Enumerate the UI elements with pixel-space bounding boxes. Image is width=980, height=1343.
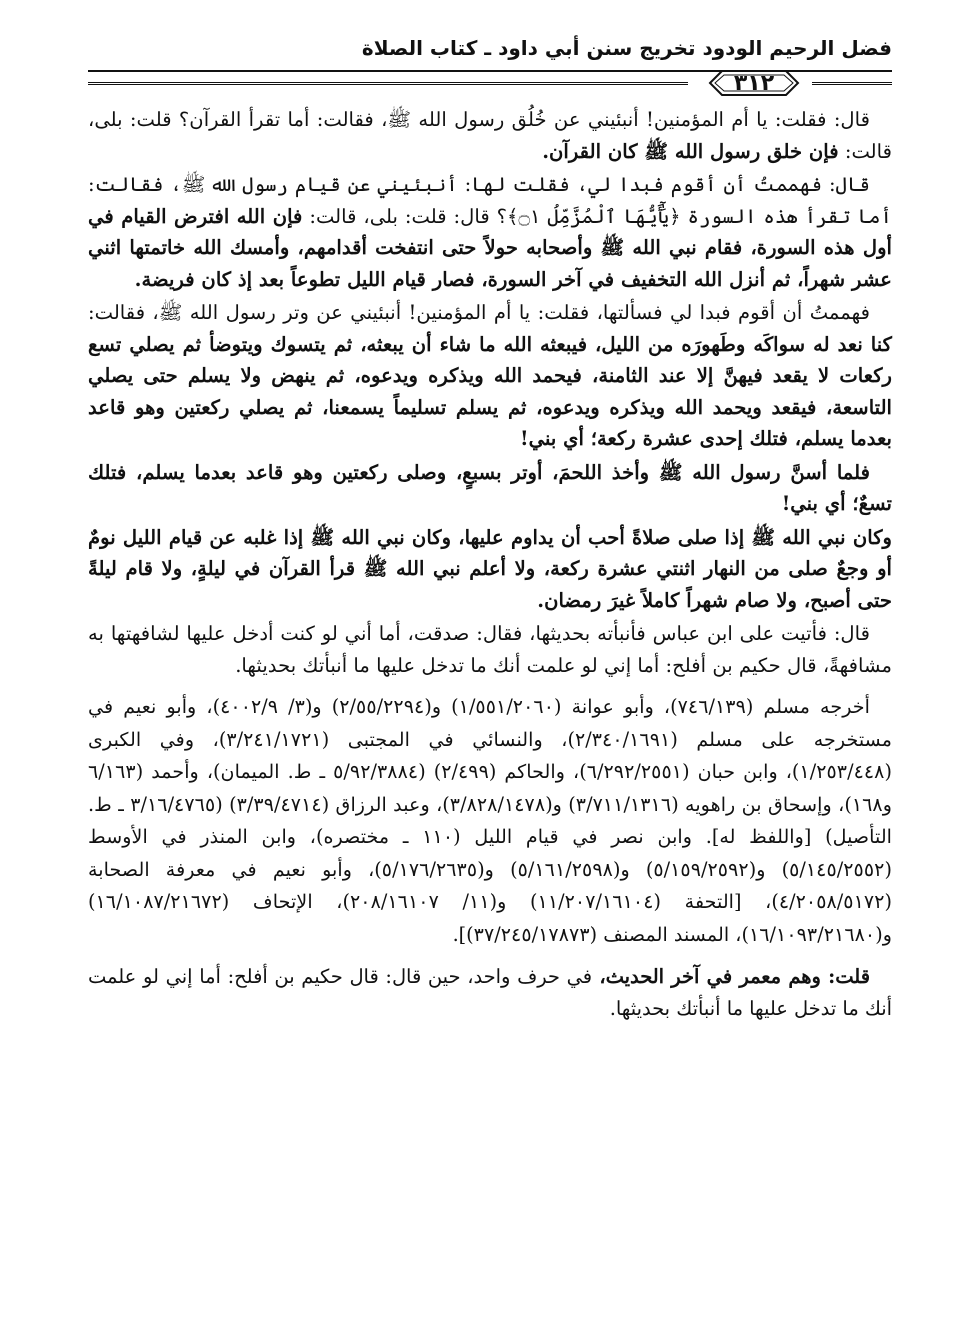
hadith-text: كنا نعد له سواكَه وطَهورَه من الليل، فيبعثه الله ما شاء أن يبعثه، ثم يتسوك ويتوضأ ثم يصلي تسع ركعات لا يقعد فيهنَّ إلا عند الثامنة، فيحمد الله ويذكره ويدعوه، ثم ينهض ولا يسلم حتى يصلي التاسعة، فيقعد ويحمد الله ويذكره ويدعوه، ثم يسلم تسليماً يسمعنا، ثم يصلي ركعتين وهو قاعد بعدما يسلم، فتلك إحدى عشرة ركعة؛ أي بني! [88, 332, 892, 450]
header-double-rule-left [88, 82, 688, 88]
paragraph [88, 961, 892, 1025]
hadith-text: فلما أسنَّ رسول الله ﷺ وأخذ اللحمَ، أوتر بسبعٍ، وصلى ركعتين وهو قاعد بعدما يسلم، فتلك تسعٌ؛ أي بني! [88, 460, 892, 515]
takhrij-text: أخرجه مسلم (٧٤٦/١٣٩)، وأبو عوانة (١/٥٥١/٢٠٦٠) و(٢/٥٥/٢٢٩٤) و(٣/ ٤٠٠٢/٩)، وأبو نعيم في مستخرجه على مسلم (٢/٣٤٠/١٦٩١)، والنسائي في المجتبى (٣/٢٤١/١٧٢١)، وفي الكبرى (١/٢٥٣/٤٤٨)، وابن حبان (٦/٢٩٢/٢٥٥١)، والحاكم (٢/٤٩٩) (٥/٩٢/٣٨٨٤ ـ ط. الميمان)، وأحمد (٦/١٦٣ و١٦٨)، وإسحاق بن راهويه (٣/٧١١/١٣١٦) و(٣/٨٢٨/١٤٧٨)، وعبد الرزاق (٣/٣٩/٤٧١٤) (٣/١٦/٤٧٦٥ ـ ط. التأصيل) [واللفظ له]. وابن نصر في قيام الليل (١١٠ ـ مختصره)، وابن المنذر في الأوسط (٥/١٤٥/٢٥٥٢) و(٥/١٥٩/٢٥٩٢) و(٥/١٦١/٢٥٩٨) و(٥/١٧٦/٢٦٣٥)، وأبو نعيم في معرفة الصحابة (٤/٢٠٥٨/٥١٧٢)، [التحفة (١١/٢٠٧/١٦١٠٤) و(١١/ ٢٠٨/١٦١٠٧)، الإتحاف (١٦/١٠٨٧/٢١٦٧٢) و(١٦/١٠٩٣/٢١٦٨٠)، المسند المصنف (٣٧/٢٤٥/١٧٨٧٣)]. [88, 695, 893, 946]
hadith-text: فإن الله افترض القيام في أول هذه السورة، فقام نبي الله ﷺ وأصحابه حولاً حتى انتفخت أقدامهم، وأمسك الله خاتمتها اثني عشر شهراً، ثم أنزل الله التخفيف في آخر السورة، فصار قيام الليل تطوعاً بعد إذ كان فريضة. [88, 204, 892, 291]
page-number-frame [706, 68, 802, 98]
closing-lead: قلت: وهم معمر في آخر الحديث، [592, 965, 870, 988]
paragraph [88, 618, 892, 681]
book-page [88, 24, 892, 1333]
closing-text: في حرف واحد، حين قال: قال حكيم بن أفلح: أما إني لو علمت أنك ما تدخل عليها ما أنبأتك بحديثها. [88, 965, 892, 1020]
paragraph-text: قال: فقلت: يا أم المؤمنين! أنبئيني عن خُلُق رسول الله ﷺ، فقالت: أما تقرأ القرآن؟ قلت: بلى، قالت: [88, 108, 892, 163]
paragraph-text: قال: فهممتُ أن أقوم فبدا لي، فقلت لها: أنبئيني عن قيام رسول الله ﷺ، فقالت: أما تقرأ هذه السورة ﴿يَٰٓأَيُّهَا ٱلْمُزَّمِّلُ ۝١﴾؟ قال: قلت: بلى، قالت: [88, 173, 892, 228]
takhrij-section [88, 691, 892, 951]
running-title: فضل الرحيم الودود تخريج سنن أبي داود ـ كتاب الصلاة [361, 36, 892, 60]
paragraph [88, 169, 892, 295]
header-double-rule-right [812, 82, 892, 88]
paragraph [88, 522, 892, 617]
paragraph-text: قال: فأتيت على ابن عباس فأنبأته بحديثها، فقال: صدقت، أما أني لو كنت أدخل عليها لشافهتها به مشافهةً، قال حكيم بن أفلح: أما إني لو علمت أنك ما تدخل عليها ما أنبأتك بحديثها. [88, 622, 892, 677]
main-text [88, 104, 892, 681]
closing-note [88, 961, 892, 1025]
section-gap [88, 683, 892, 691]
paragraph-text: فهممتُ أن أقوم فبدا لي فسألتها، فقلت: يا أم المؤمنين! أنبئيني عن وتر رسول الله ﷺ، فقالت: [88, 301, 870, 324]
paragraph [88, 104, 892, 167]
paragraph [88, 457, 892, 520]
page-header [88, 24, 892, 94]
page-number: ٣١٢ [733, 70, 775, 96]
hadith-text: فإن خلق رسول الله ﷺ كان القرآن. [542, 139, 839, 163]
paragraph [88, 297, 892, 455]
hadith-text: وكان نبي الله ﷺ إذا صلى صلاةً أحب أن يداوم عليها، وكان نبي الله ﷺ إذا غلبه عن قيام الليل نومٌ أو وجعٌ صلى من النهار اثنتي عشرة ركعة، ولا أعلم نبي الله ﷺ قرأ القرآن في ليلةٍ، ولا قام ليلةً حتى أصبح، ولا صام شهراً كاملاً غيرَ رمضان. [88, 525, 892, 612]
